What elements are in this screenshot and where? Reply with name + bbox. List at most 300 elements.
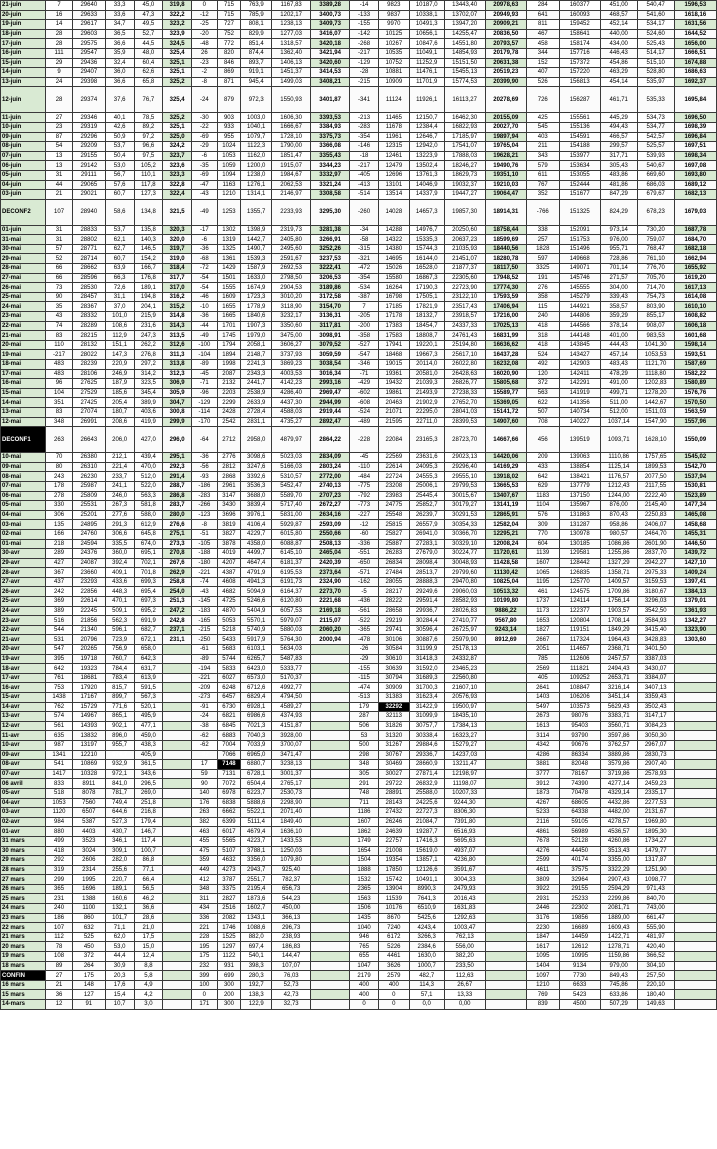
table-cell[interactable]: 908,07 [637, 321, 674, 331]
table-cell[interactable]: 29547 [72, 48, 105, 58]
table-cell[interactable]: 22856 [72, 587, 105, 597]
table-cell[interactable]: 21856 [72, 616, 105, 626]
table-cell[interactable]: 714,70 [637, 283, 674, 293]
table-cell[interactable]: 3375,73 [311, 132, 350, 142]
table-cell[interactable]: 325,1 [163, 122, 192, 132]
table-cell[interactable]: -209 [192, 683, 218, 693]
table-cell[interactable]: 9970 [378, 20, 409, 30]
table-cell[interactable]: 3084,23 [637, 721, 674, 731]
table-cell[interactable] [311, 798, 350, 808]
table-cell[interactable]: 25617,10 [444, 350, 485, 360]
table-cell[interactable]: 2578,93 [637, 769, 674, 779]
row-date-label[interactable]: 28 mars [1, 865, 46, 875]
table-cell[interactable]: 4735,27 [272, 417, 311, 427]
table-cell[interactable]: 3878 [217, 539, 241, 549]
table-cell[interactable]: 158641 [559, 29, 600, 39]
table-cell[interactable]: 16462,30 [444, 113, 485, 123]
table-cell[interactable]: 427 [46, 558, 73, 568]
table-cell[interactable]: 238,93 [272, 932, 311, 942]
table-cell[interactable]: 26991 [72, 417, 105, 427]
table-cell[interactable]: 171 [192, 1000, 218, 1010]
table-cell[interactable] [485, 884, 526, 894]
table-cell[interactable]: 494,43 [600, 122, 637, 132]
row-date-label[interactable]: 17-mai [1, 369, 46, 379]
table-cell[interactable]: 1442,7 [241, 235, 272, 245]
table-cell[interactable]: 28 [46, 29, 73, 39]
table-cell[interactable]: 3584,93 [637, 616, 674, 626]
table-cell[interactable]: 3928,00 [272, 731, 311, 741]
table-cell[interactable]: -34 [350, 225, 379, 235]
table-cell[interactable]: 1537,94 [674, 472, 716, 482]
table-cell[interactable]: 440,00 [600, 29, 637, 39]
table-cell[interactable] [311, 904, 350, 914]
table-cell[interactable]: 2599 [526, 856, 559, 866]
table-cell[interactable]: 0 [192, 990, 218, 1000]
table-cell[interactable]: 1734,27 [637, 836, 674, 846]
table-cell[interactable]: 21071 [378, 407, 409, 417]
table-cell[interactable]: 1079,80 [272, 856, 311, 866]
table-cell[interactable]: 1097 [526, 971, 559, 981]
table-cell[interactable]: 86334 [559, 750, 600, 760]
table-cell[interactable]: -474 [350, 683, 379, 693]
table-cell[interactable]: 231,1 [163, 635, 192, 645]
table-cell[interactable]: 382 [192, 817, 218, 827]
table-cell[interactable]: 1630,0 [409, 952, 444, 962]
table-cell[interactable]: 142903 [559, 360, 600, 370]
table-cell[interactable]: 8078 [72, 788, 105, 798]
table-cell[interactable]: 2465,04 [311, 549, 350, 559]
table-cell[interactable]: 22757 [378, 836, 409, 846]
table-cell[interactable]: 860 [72, 913, 105, 923]
table-cell[interactable]: 221 [192, 923, 218, 933]
table-cell[interactable]: 695,1 [134, 549, 163, 559]
table-cell[interactable]: 1255,86 [600, 549, 637, 559]
table-cell[interactable]: 3788,1 [241, 846, 272, 856]
table-cell[interactable]: 463 [192, 827, 218, 837]
table-cell[interactable]: 434 [192, 904, 218, 914]
table-cell[interactable]: 2907,43 [600, 875, 637, 885]
table-cell[interactable]: 3976,1 [241, 510, 272, 520]
table-cell[interactable]: 6510,9 [409, 904, 444, 914]
table-cell[interactable]: 43 [46, 312, 73, 322]
table-cell[interactable]: 83 [46, 407, 73, 417]
row-date-label[interactable]: 20-mai [1, 340, 46, 350]
table-cell[interactable]: 1693,80 [674, 170, 716, 180]
table-cell[interactable]: -71 [350, 369, 379, 379]
table-cell[interactable]: 5226 [378, 942, 409, 952]
table-cell[interactable]: 2712 [217, 427, 241, 453]
table-cell[interactable]: -155 [350, 20, 379, 30]
table-cell[interactable]: 461,71 [600, 87, 637, 113]
table-cell[interactable]: 556,00 [444, 942, 485, 952]
table-cell[interactable]: 1422,71 [600, 932, 637, 942]
table-cell[interactable]: 2772,00 [311, 472, 350, 482]
table-cell[interactable]: 723,9 [105, 635, 134, 645]
table-cell[interactable]: 160,6 [105, 894, 134, 904]
table-cell[interactable]: -213 [350, 113, 379, 123]
table-cell[interactable]: 6181,37 [272, 558, 311, 568]
table-cell[interactable]: 30584 [378, 645, 409, 655]
table-cell[interactable]: 323,3 [163, 170, 192, 180]
table-cell[interactable]: 389,9 [134, 398, 163, 408]
row-date-label[interactable]: 31-mai [1, 235, 46, 245]
table-cell[interactable]: 2919,44 [311, 407, 350, 417]
table-cell[interactable]: 1292,63 [444, 913, 485, 923]
table-cell[interactable]: 1532 [350, 875, 379, 885]
table-cell[interactable]: 26022,80 [444, 360, 485, 370]
table-cell[interactable]: 15279,27 [444, 740, 485, 750]
table-cell[interactable]: 3762,57 [600, 740, 637, 750]
table-cell[interactable]: 60,7 [105, 190, 134, 200]
table-cell[interactable]: 1202,17 [272, 10, 311, 20]
row-date-label[interactable]: 02-avr [1, 817, 46, 827]
table-cell[interactable]: 3375 [217, 884, 241, 894]
table-cell[interactable]: 412 [192, 875, 218, 885]
table-cell[interactable]: 257 [526, 235, 559, 245]
table-cell[interactable]: 3420,60 [311, 58, 350, 68]
table-cell[interactable]: 29470,80 [444, 577, 485, 587]
table-cell[interactable]: -315 [350, 244, 379, 254]
table-cell[interactable] [163, 798, 192, 808]
table-cell[interactable]: 495,9 [134, 712, 163, 722]
table-cell[interactable]: 157372 [559, 58, 600, 68]
table-cell[interactable]: 3737,93 [272, 350, 311, 360]
table-cell[interactable]: 322,8 [163, 180, 192, 190]
row-date-label[interactable]: 05-juin [1, 170, 46, 180]
table-cell[interactable]: 242,8 [163, 616, 192, 626]
table-cell[interactable]: 1451,37 [272, 68, 311, 78]
table-cell[interactable]: 2551,7 [241, 875, 272, 885]
row-date-label[interactable]: 20-juin [1, 10, 46, 20]
table-cell[interactable]: 53,0 [105, 161, 134, 171]
table-cell[interactable]: 11252,9 [409, 58, 444, 68]
row-date-label[interactable]: 16-juin [1, 48, 46, 58]
table-cell[interactable]: 141356 [559, 398, 600, 408]
row-date-label[interactable]: 03-mai [1, 520, 46, 530]
table-cell[interactable]: 3355,43 [311, 151, 350, 161]
table-cell[interactable]: 40,1 [105, 113, 134, 123]
table-cell[interactable]: 98076 [559, 712, 600, 722]
table-cell[interactable]: -89 [192, 360, 218, 370]
table-cell[interactable]: 5023,03 [272, 453, 311, 463]
table-cell[interactable]: 1666,67 [272, 122, 311, 132]
table-cell[interactable]: 752 [217, 29, 241, 39]
table-cell[interactable]: 808,1 [241, 20, 272, 30]
table-cell[interactable]: 633,86 [600, 990, 637, 1000]
table-cell[interactable]: 2000,94 [311, 635, 350, 645]
table-cell[interactable]: 1545,02 [674, 453, 716, 463]
table-cell[interactable]: 2692,53 [272, 264, 311, 274]
table-cell[interactable]: 25852,7 [409, 501, 444, 511]
table-cell[interactable] [674, 1000, 716, 1010]
table-cell[interactable]: 829,9 [241, 29, 272, 39]
table-cell[interactable]: -608 [350, 398, 379, 408]
table-cell[interactable]: 16437,28 [485, 350, 526, 360]
table-cell[interactable]: 1442,67 [637, 398, 674, 408]
row-date-label[interactable]: 07-avr [1, 769, 46, 779]
table-cell[interactable]: -200 [350, 321, 379, 331]
table-cell[interactable]: 820 [217, 48, 241, 58]
table-cell[interactable]: 10909 [378, 77, 409, 87]
table-cell[interactable]: 1125,14 [600, 462, 637, 472]
table-cell[interactable]: 254,0 [163, 587, 192, 597]
table-cell[interactable]: 1104 [526, 501, 559, 511]
table-cell[interactable]: 192,7 [241, 980, 272, 990]
table-cell[interactable]: 1037,14 [600, 417, 637, 427]
table-cell[interactable]: 28041,03 [444, 407, 485, 417]
table-cell[interactable]: 2441,7 [241, 379, 272, 389]
table-cell[interactable]: 13141,19 [485, 501, 526, 511]
table-cell[interactable]: 30366,70 [444, 529, 485, 539]
table-cell[interactable]: 31320 [378, 731, 409, 741]
table-cell[interactable]: 1358,71 [600, 568, 637, 578]
table-cell[interactable]: 314,8 [163, 312, 192, 322]
table-cell[interactable]: 4403 [72, 827, 105, 837]
table-cell[interactable] [163, 971, 192, 981]
table-cell[interactable]: 97,5 [134, 151, 163, 161]
table-cell[interactable]: 185,6 [105, 388, 134, 398]
table-cell[interactable]: 1118,80 [637, 369, 674, 379]
table-cell[interactable]: 1361 [217, 254, 241, 264]
table-cell[interactable]: 1195 [526, 577, 559, 587]
table-cell[interactable]: -602 [350, 388, 379, 398]
table-cell[interactable]: 1327,29 [600, 558, 637, 568]
table-cell[interactable]: 28596 [72, 273, 105, 283]
table-cell[interactable]: 1969,80 [637, 817, 674, 827]
table-cell[interactable]: 1550,09 [674, 427, 716, 453]
table-cell[interactable]: 5246,6 [241, 597, 272, 607]
table-cell[interactable]: 28833 [72, 225, 105, 235]
table-cell[interactable]: 18808,7 [409, 331, 444, 341]
table-cell[interactable]: 319,7 [163, 244, 192, 254]
table-cell[interactable] [485, 731, 526, 741]
table-cell[interactable]: 319,0 [163, 254, 192, 264]
table-cell[interactable]: 24 [46, 77, 73, 87]
table-cell[interactable]: 759,07 [637, 235, 674, 245]
table-cell[interactable]: 119151 [559, 625, 600, 635]
table-cell[interactable]: 500 [350, 740, 379, 750]
table-cell[interactable]: 317,71 [600, 151, 637, 161]
table-cell[interactable]: 3475,00 [272, 331, 311, 341]
table-cell[interactable]: 16020,90 [485, 369, 526, 379]
table-cell[interactable]: -268 [350, 39, 379, 49]
table-cell[interactable]: 80 [46, 462, 73, 472]
table-cell[interactable]: 30610 [378, 654, 409, 664]
table-cell[interactable]: 2169,18 [311, 606, 350, 616]
table-cell[interactable]: 5880,03 [272, 625, 311, 635]
table-cell[interactable]: 1665 [217, 312, 241, 322]
table-cell[interactable]: 4286 [526, 750, 559, 760]
table-cell[interactable]: 3238,13 [272, 760, 311, 770]
table-cell[interactable]: 14667,66 [485, 427, 526, 453]
row-date-label[interactable]: 06-juin [1, 161, 46, 171]
table-cell[interactable]: -170 [192, 417, 218, 427]
table-cell[interactable]: 358 [526, 292, 559, 302]
table-cell[interactable] [311, 673, 350, 683]
table-cell[interactable]: 1173 [526, 606, 559, 616]
table-cell[interactable]: 3408,21 [311, 77, 350, 87]
table-cell[interactable]: 29296 [72, 132, 105, 142]
table-cell[interactable]: 13101 [378, 180, 409, 190]
table-cell[interactable]: 2071,40 [272, 808, 311, 818]
table-cell[interactable]: 7391,80 [444, 817, 485, 827]
table-cell[interactable]: 4941,3 [241, 577, 272, 587]
table-cell[interactable]: 2051 [526, 645, 559, 655]
table-cell[interactable]: -46 [192, 292, 218, 302]
table-cell[interactable]: 481,86 [600, 180, 637, 190]
table-cell[interactable] [485, 760, 526, 770]
table-cell[interactable]: 1163 [217, 180, 241, 190]
table-cell[interactable]: 78 [46, 942, 73, 952]
table-cell[interactable]: 6191,73 [272, 577, 311, 587]
table-cell[interactable]: 156287 [559, 87, 600, 113]
table-cell[interactable]: 22727,3 [409, 808, 444, 818]
table-cell[interactable] [485, 769, 526, 779]
table-cell[interactable]: 304,10 [637, 961, 674, 971]
table-cell[interactable]: -48 [192, 39, 218, 49]
table-cell[interactable]: 4536,57 [600, 827, 637, 837]
table-cell[interactable]: 1610,10 [674, 302, 716, 312]
table-cell[interactable]: 220,7 [105, 875, 134, 885]
table-cell[interactable]: 31,1 [105, 292, 134, 302]
table-cell[interactable]: 19064,47 [485, 190, 526, 200]
table-cell[interactable]: 528,80 [637, 68, 674, 78]
table-cell[interactable]: 4937,07 [444, 846, 485, 856]
row-date-label[interactable]: 23 mars [1, 913, 46, 923]
table-cell[interactable]: 756,9 [105, 645, 134, 655]
table-cell[interactable]: 10176 [378, 904, 409, 914]
table-cell[interactable] [311, 654, 350, 664]
table-cell[interactable]: 56,7 [105, 170, 134, 180]
table-cell[interactable]: 1325 [217, 244, 241, 254]
table-cell[interactable]: 4243,4 [409, 923, 444, 933]
table-cell[interactable]: 3359,43 [637, 693, 674, 703]
table-cell[interactable]: 3409,73 [311, 20, 350, 30]
table-cell[interactable]: 4273 [217, 865, 241, 875]
table-cell[interactable]: 1851,47 [272, 151, 311, 161]
table-cell[interactable]: 7040,3 [241, 731, 272, 741]
table-cell[interactable]: 10207,33 [444, 788, 485, 798]
table-cell[interactable]: 47,3 [134, 10, 163, 20]
table-cell[interactable]: 438,3 [134, 740, 163, 750]
table-cell[interactable]: 352 [526, 190, 559, 200]
table-cell[interactable]: 2494,43 [600, 664, 637, 674]
table-cell[interactable]: 840,70 [637, 894, 674, 904]
table-cell[interactable]: -273 [192, 693, 218, 703]
table-cell[interactable]: 6172 [378, 932, 409, 942]
table-cell[interactable]: 418 [526, 340, 559, 350]
table-cell[interactable]: -336 [350, 539, 379, 549]
table-cell[interactable]: 30224,77 [444, 549, 485, 559]
table-cell[interactable]: 974,7 [105, 750, 134, 760]
table-cell[interactable]: 3827 [217, 529, 241, 539]
table-cell[interactable]: 2798,50 [272, 273, 311, 283]
table-cell[interactable]: 7240 [378, 923, 409, 933]
table-cell[interactable]: 1696 [72, 884, 105, 894]
row-date-label[interactable]: 02-mai [1, 529, 46, 539]
table-cell[interactable]: -36 [192, 244, 218, 254]
table-cell[interactable]: 26557,9 [409, 520, 444, 530]
table-cell[interactable]: 20519,23 [485, 68, 526, 78]
table-cell[interactable]: 26239,7 [409, 510, 444, 520]
table-cell[interactable]: 697,3 [134, 597, 163, 607]
table-cell[interactable]: 4342 [526, 740, 559, 750]
table-cell[interactable]: 987 [46, 740, 73, 750]
table-cell[interactable]: 749,4 [105, 798, 134, 808]
table-cell[interactable]: 2967,07 [637, 740, 674, 750]
table-cell[interactable]: 11678 [378, 122, 409, 132]
table-cell[interactable] [485, 875, 526, 885]
table-cell[interactable] [485, 798, 526, 808]
table-cell[interactable]: 64338 [559, 808, 600, 818]
table-cell[interactable]: 540,1 [241, 952, 272, 962]
table-cell[interactable] [674, 693, 716, 703]
table-cell[interactable]: 204,1 [134, 302, 163, 312]
table-cell[interactable]: -49 [192, 199, 218, 225]
table-cell[interactable]: 5929,87 [272, 520, 311, 530]
table-cell[interactable]: 14976,7 [409, 225, 444, 235]
table-cell[interactable]: 753 [46, 683, 73, 693]
table-cell[interactable]: 306,6 [105, 529, 134, 539]
table-cell[interactable]: 4608 [217, 577, 241, 587]
table-cell[interactable]: 30329,10 [444, 539, 485, 549]
table-cell[interactable]: 398,3 [241, 961, 272, 971]
table-cell[interactable]: 68605 [559, 798, 600, 808]
table-cell[interactable]: 127 [72, 990, 105, 1000]
table-cell[interactable]: 151325 [559, 199, 600, 225]
table-cell[interactable]: 144566 [559, 321, 600, 331]
table-cell[interactable]: 979,00 [600, 961, 637, 971]
table-cell[interactable]: 1749 [350, 836, 379, 846]
table-cell[interactable]: 22245 [72, 606, 105, 616]
table-cell[interactable]: 314,3 [163, 321, 192, 331]
table-cell[interactable]: 2319,73 [272, 225, 311, 235]
table-cell[interactable]: 1613 [526, 721, 559, 731]
table-cell[interactable]: 748 [350, 788, 379, 798]
table-cell[interactable]: 14695 [378, 254, 409, 264]
table-cell[interactable]: -571 [350, 568, 379, 578]
table-cell[interactable] [163, 683, 192, 693]
table-cell[interactable]: 1439,72 [674, 549, 716, 559]
table-cell[interactable]: 19287,7 [409, 827, 444, 837]
table-cell[interactable]: 1662,94 [674, 254, 716, 264]
table-cell[interactable] [311, 913, 350, 923]
row-date-label[interactable]: 13-avr [1, 712, 46, 722]
table-cell[interactable]: 955 [217, 132, 241, 142]
table-cell[interactable]: 151677 [559, 190, 600, 200]
table-cell[interactable]: -266 [192, 501, 218, 511]
table-cell[interactable]: 13223,9 [409, 151, 444, 161]
table-cell[interactable]: 4229,7 [241, 529, 272, 539]
table-cell[interactable]: -6 [192, 151, 218, 161]
table-cell[interactable]: 16822,93 [444, 122, 485, 132]
table-cell[interactable]: 124575 [559, 587, 600, 597]
table-cell[interactable]: -217 [350, 161, 379, 171]
table-cell[interactable]: 31700,3 [409, 683, 444, 693]
table-cell[interactable]: 5,8 [134, 971, 163, 981]
row-date-label[interactable]: 19-mai [1, 350, 46, 360]
table-cell[interactable]: 1397,41 [674, 577, 716, 587]
row-date-label[interactable]: 18-juin [1, 29, 46, 39]
table-cell[interactable]: 304,00 [600, 283, 637, 293]
table-cell[interactable]: -180 [192, 558, 218, 568]
table-cell[interactable]: 276,6 [163, 520, 192, 530]
row-date-label[interactable]: 18 mars [1, 961, 46, 971]
table-cell[interactable]: 433,6 [105, 577, 134, 587]
table-cell[interactable]: 26643 [72, 427, 105, 453]
row-date-label[interactable]: 15 mars [1, 990, 46, 1000]
table-cell[interactable]: 30027 [378, 769, 409, 779]
